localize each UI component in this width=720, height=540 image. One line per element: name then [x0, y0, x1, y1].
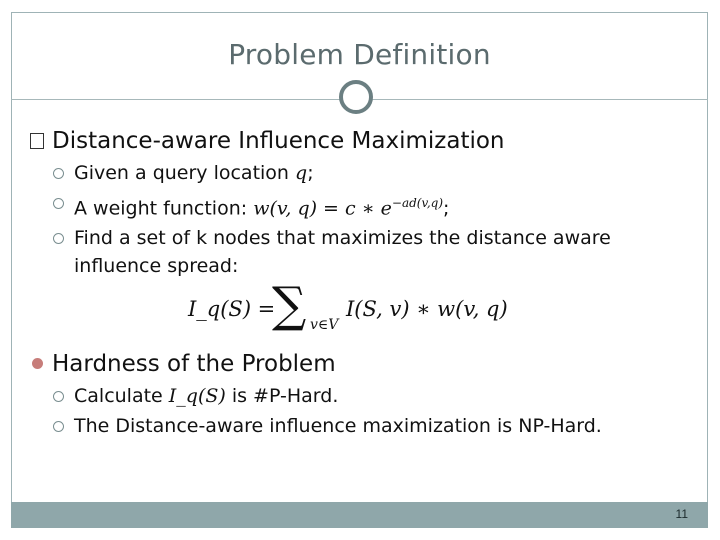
- sub-bullet-np-hard: [18, 411, 698, 441]
- slide-content: [18, 124, 698, 441]
- slide-title: Problem Definition: [228, 38, 491, 71]
- sub-bullet-calculate: [18, 381, 698, 411]
- divider-circle-ornament: [339, 80, 373, 114]
- ring-bullet-icon: [53, 421, 64, 432]
- ring-bullet-icon: [53, 198, 64, 209]
- bullet-title-2: Hardness of the Problem: [52, 351, 336, 378]
- math-iq-s: I_q(S): [168, 385, 226, 408]
- formula-rhs: I(S, v) ∗ w(v, q): [346, 297, 508, 322]
- sub-bullet-text: Calculate: [74, 385, 169, 408]
- bullet-title-1: Distance-aware Influence Maximization: [52, 128, 505, 154]
- sub-bullet-text: is #P-Hard.: [225, 385, 339, 408]
- ring-bullet-icon: [53, 168, 64, 179]
- sub-bullet-find-set: [18, 223, 698, 253]
- ring-bullet-icon: [53, 233, 64, 244]
- dot-bullet-icon: [32, 358, 43, 369]
- sub-bullet-text: Find a set of k nodes that maximizes the distance aware: [74, 227, 611, 250]
- punctuation: ;: [443, 197, 450, 220]
- ring-bullet-icon: [53, 391, 64, 402]
- footer-bar: [11, 502, 708, 528]
- bullet-distance-aware: [18, 124, 698, 158]
- punctuation: ;: [307, 162, 314, 184]
- page-number: 11: [675, 507, 688, 521]
- summation-subscript: v∈V: [310, 317, 339, 334]
- sub-bullet-query-location: [18, 158, 698, 188]
- math-q: q: [295, 162, 308, 184]
- bullet-hardness: [18, 347, 698, 381]
- summation-symbol: ∑: [272, 277, 307, 334]
- formula-lhs: I_q(S) =: [188, 297, 276, 322]
- sub-bullet-wrap-line: influence spread:: [74, 255, 239, 278]
- math-weight-function: w(v, q) = c ∗ e: [253, 197, 392, 220]
- sub-bullet-text: Given a query location: [74, 162, 296, 184]
- sub-bullet-text: A weight function:: [74, 197, 254, 220]
- influence-formula: [188, 277, 698, 343]
- sub-bullet-weight-function: [18, 188, 698, 223]
- sub-bullet-text: The Distance-aware influence maximization is NP-Hard.: [74, 415, 602, 438]
- missing-glyph-bullet-icon: [30, 133, 44, 149]
- math-exponent: −ad(v,q): [391, 196, 443, 210]
